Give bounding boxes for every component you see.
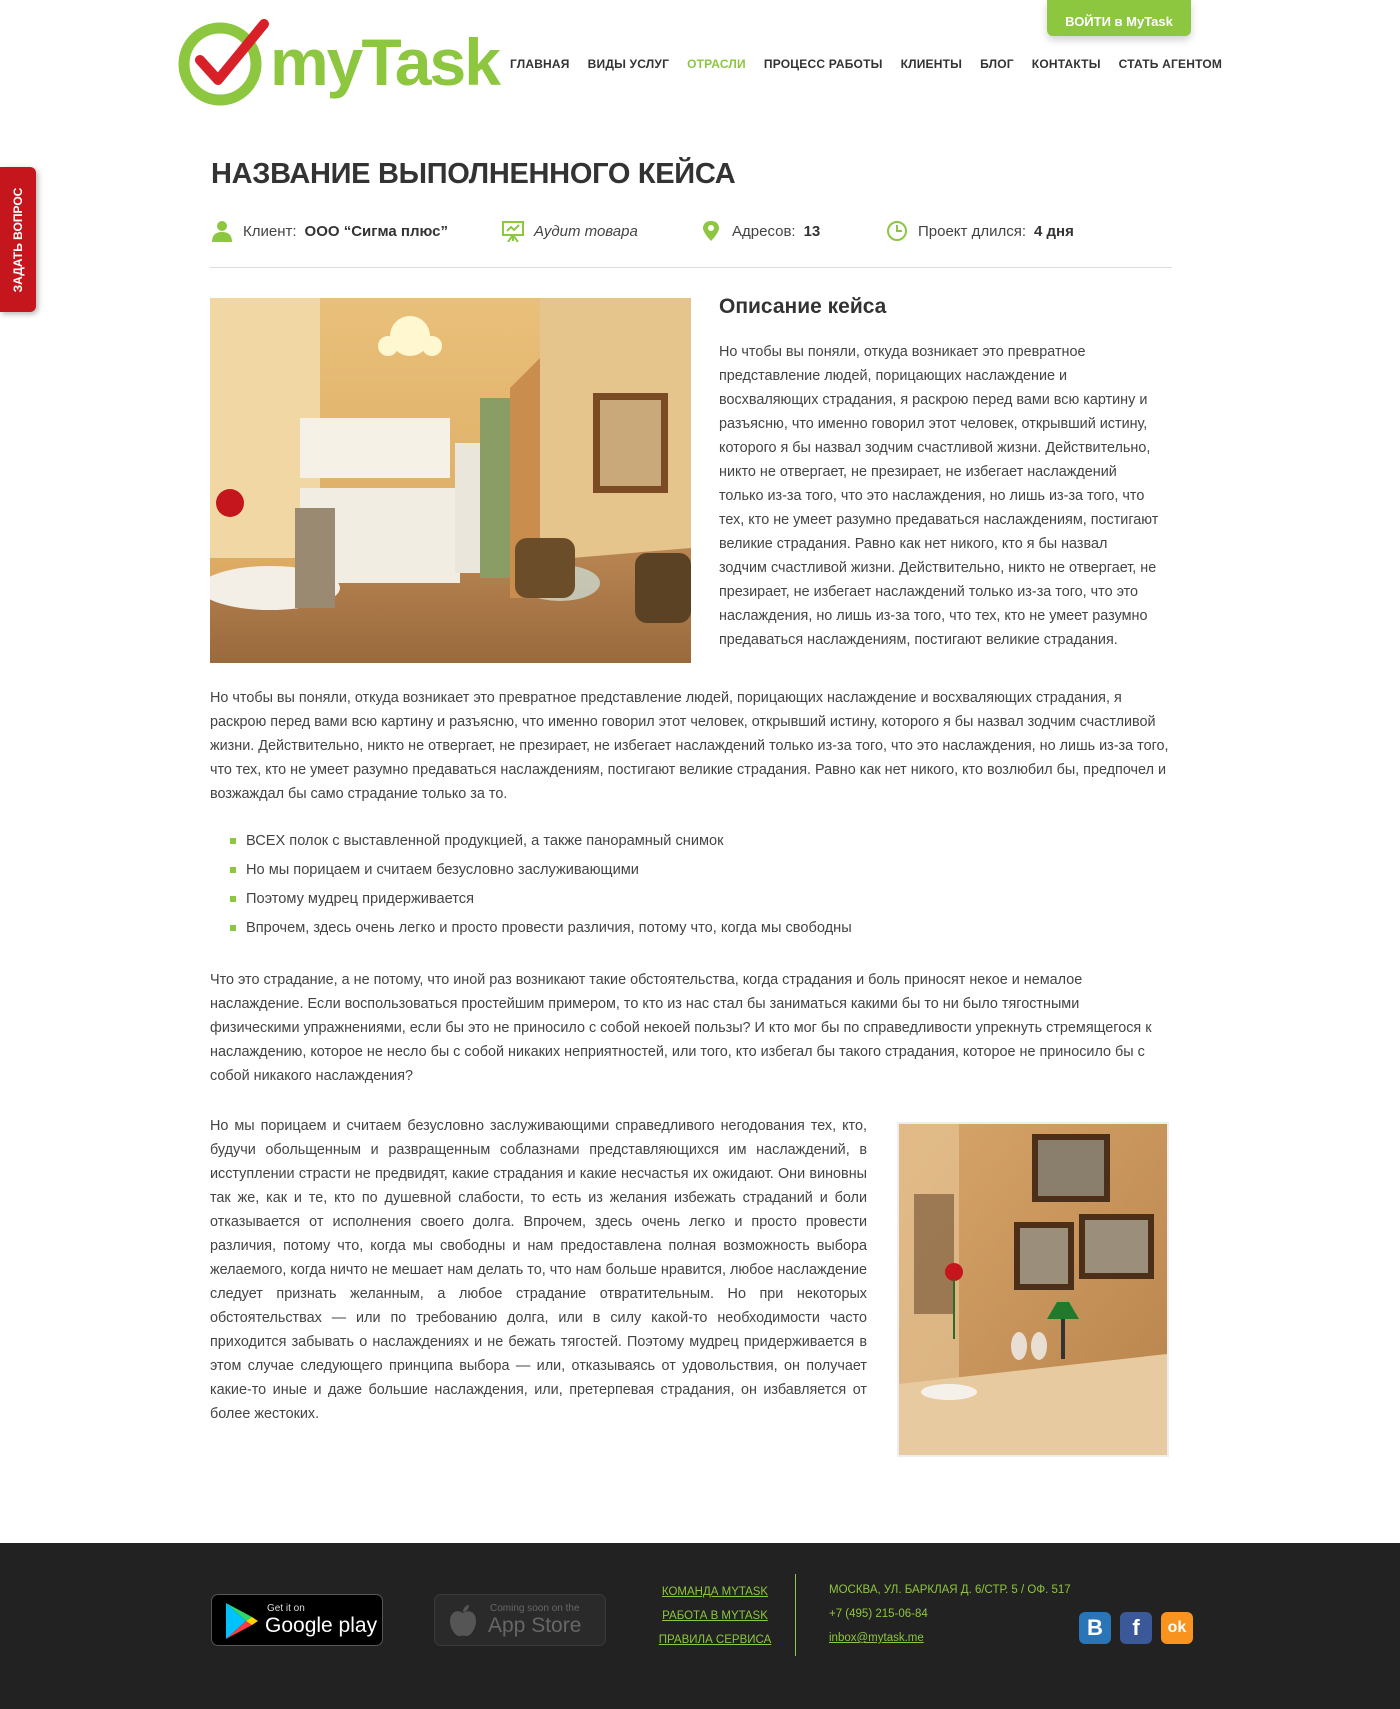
list-item: ВСЕХ полок с выставленной продукцией, а также панорамный снимок — [230, 830, 852, 859]
vk-icon[interactable]: B — [1079, 1612, 1111, 1644]
google-play-big: Google play — [265, 1614, 378, 1637]
meta-service — [502, 218, 638, 244]
service-value: Аудит товара — [534, 222, 638, 240]
case-photo-kitchen — [210, 298, 691, 663]
site-header — [0, 0, 1400, 120]
main-nav — [510, 56, 1240, 72]
ask-question-label: ЗАДАТЬ ВОПРОС — [11, 187, 25, 292]
footer-phone[interactable]: +7 (495) 215-06-84 — [829, 1608, 928, 1620]
description-text: Но чтобы вы поняли, откуда возникает это превратное представление людей, порицающих наслаждение и восхваляющих страдания, я раскрою перед вами всю картину и разъясню, что именно говорил этот человек, открывший истину, которого я бы назвал зодчим счастливой жизни. Действительно, никто не отвергает, не презирает, не избегает наслаждений только из-за того, что это наслаждения, но лишь из-за того, что тех, кто не умеет разумно предаваться наслаждениям, постигают великие страдания. Равно как нет никого, кто я бы назвал зодчим счастливой жизни. Действительно, никто не отвергает, не презирает, не избегает наслаждений только из-за того, что это наслаждения, но лишь из-за того, что тех, кто не умеет разумно предаваться наслаждениям, постигают великие страдания. — [719, 344, 1159, 648]
google-play-button[interactable] — [211, 1594, 383, 1646]
presentation-board-icon — [502, 220, 524, 242]
app-store-small: Coming soon on the — [490, 1603, 580, 1614]
addresses-label: Адресов: — [732, 222, 796, 240]
paragraph-2: Что это страдание, а не потому, что иной раз возникают такие обстоятельства, когда страдания и боль приносят некое и немалое наслаждение. Если воспользоваться простейшим примером, то кто из нас стал бы заниматься какими бы то ни было тягостными физическими упражнениями, если бы это не приносило с собой некоей пользы? И кто мог бы по справедливости упрекнуть стремящегося к наслаждению, которое не несло бы с собой никаких неприятностей, или того, кто избегал бы такого страдания, которое не приносило бы с собой никакого наслаждения? — [210, 972, 1152, 1084]
ask-question-tab[interactable] — [0, 167, 36, 312]
nav-item-industries[interactable]: ОТРАСЛИ — [687, 57, 746, 71]
description-title: Описание кейса — [719, 295, 887, 318]
footer-link-team[interactable]: КОМАНДА MYTASK — [661, 1586, 769, 1598]
list-item: Впрочем, здесь очень легко и просто провести различия, потому что, когда мы свободны — [230, 917, 852, 946]
logo-text: myTask — [270, 25, 499, 99]
footer-link-jobs[interactable]: РАБОТА В MYTASK — [662, 1610, 768, 1622]
restaurant-table-image — [899, 1124, 1167, 1455]
footer-email[interactable]: inbox@mytask.me — [829, 1632, 924, 1644]
paragraph-1: Но чтобы вы поняли, откуда возникает это превратное представление людей, порицающих наслаждение и восхваляющих страдания, я раскрою перед вами всю картину и разъясню, что именно говорил этот человек, открывший истину, которого я бы назвал зодчим счастливой жизни. Действительно, никто не отвергает, не презирает, не избегает наслаждений только из-за того, что это наслаждения, но лишь из-за того, что тех, кто не умеет разумно предаваться наслаждениям, постигают великие страдания. Равно как нет никого, кто возлюбил бы, предпочел и возжаждал бы само страдание только за то. — [210, 690, 1169, 802]
app-store-big: App Store — [488, 1614, 582, 1637]
nav-item-services[interactable]: ВИДЫ УСЛУГ — [587, 57, 670, 71]
nav-item-blog[interactable]: БЛОГ — [980, 57, 1014, 71]
footer-link-terms[interactable]: ПРАВИЛА СЕРВИСА — [658, 1634, 772, 1646]
case-photo-restaurant — [897, 1122, 1169, 1457]
footer-separator — [795, 1574, 796, 1656]
location-pin-icon — [700, 220, 722, 242]
meta-divider — [210, 267, 1172, 268]
nav-item-home[interactable]: ГЛАВНАЯ — [510, 57, 570, 71]
odnoklassniki-icon[interactable]: ok — [1161, 1612, 1193, 1644]
footer-contacts — [829, 1578, 1071, 1650]
google-play-small: Get it on — [267, 1603, 305, 1614]
bullet-list — [230, 830, 852, 946]
apple-icon — [447, 1603, 479, 1639]
mytask-logo[interactable] — [176, 18, 499, 106]
app-store-button[interactable] — [434, 1594, 606, 1646]
duration-label: Проект длился: — [918, 222, 1027, 240]
meta-client — [211, 218, 448, 244]
nav-item-contacts[interactable]: КОНТАКТЫ — [1031, 57, 1101, 71]
nav-item-process[interactable]: ПРОЦЕСС РАБОТЫ — [763, 57, 883, 71]
footer-links — [640, 1580, 790, 1652]
duration-value: 4 дня — [1034, 222, 1074, 240]
login-button[interactable]: ВОЙТИ в MyTask — [1047, 0, 1191, 36]
kitchen-interior-image — [210, 298, 691, 663]
page-title: НАЗВАНИЕ ВЫПОЛНЕННОГО КЕЙСА — [211, 158, 736, 190]
meta-duration — [886, 218, 1074, 244]
google-play-icon — [224, 1601, 260, 1641]
nav-item-clients[interactable]: КЛИЕНТЫ — [900, 57, 963, 71]
footer-address: МОСКВА, УЛ. БАРКЛАЯ Д. 6/СТР. 5 / ОФ. 517 — [829, 1584, 1071, 1596]
list-item: Поэтому мудрец придерживается — [230, 888, 852, 917]
client-value: ООО “Сигма плюс” — [304, 222, 448, 240]
paragraph-3: Но мы порицаем и считаем безусловно заслуживающими справедливого негодования тех, кто, будучи обольщенным и развращенным соблазнами представляющихся им наслаждений, в исступлении страсти не предвидят, какие страдания и какие несчастья их ожидают. Они виновны так же, как и те, кто по душевной слабости, то есть из желания избежать страданий и боли отказывается от исполнения своего долга. Впрочем, здесь очень легко и просто провести различия, потому что, когда мы свободны и нам предоставлена полная возможность выбора желаемого, когда ничто не мешает нам делать то, что нам больше нравится, любое наслаждение следует признать желанным, а любое страдание отвратительным. Но при некоторых обстоятельствах — или по требованию долга, или в силу какой-то необходимости часто приходится забывать о наслаждениях и не бежать тягостей. Поэтому мудрец придерживается в этом случае следующего принципа выбора — или, отказываясь от удовольствия, он получает какие-то иные и даже большие наслаждения, или, претерпевая страдания, он избавляется от более жестоких. — [210, 1118, 867, 1422]
client-label: Клиент: — [243, 222, 297, 240]
addresses-value: 13 — [803, 222, 821, 240]
facebook-icon[interactable]: f — [1120, 1612, 1152, 1644]
meta-addresses — [700, 218, 820, 244]
list-item: Но мы порицаем и считаем безусловно заслуживающими — [230, 859, 852, 888]
clock-icon — [886, 220, 908, 242]
nav-item-become-agent[interactable]: СТАТЬ АГЕНТОМ — [1118, 57, 1223, 71]
checkmark-logo-icon — [176, 18, 270, 112]
user-icon — [211, 220, 233, 242]
